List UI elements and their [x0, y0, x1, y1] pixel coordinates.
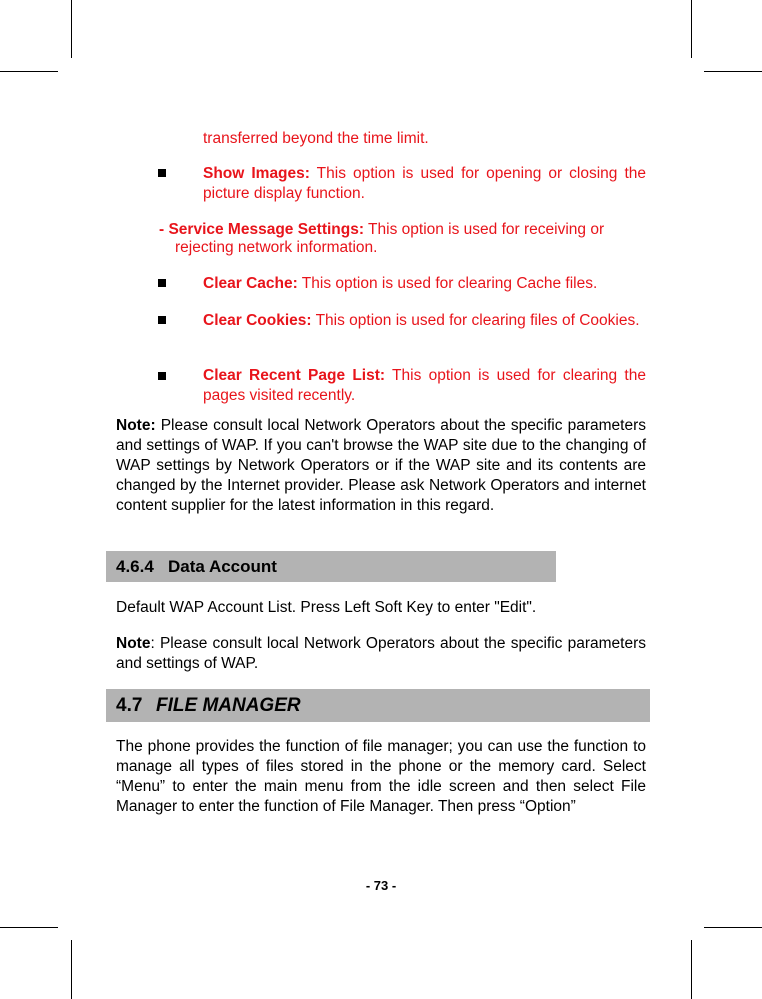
- bullet-clear-cookies: [203, 311, 646, 331]
- bullet-show-images: [203, 164, 646, 204]
- note-label: Note:: [116, 417, 156, 434]
- crop-mark: [691, 940, 692, 999]
- crop-mark: [0, 927, 58, 928]
- section-heading-file-manager: [106, 689, 650, 722]
- bullet-desc: This option is used for clearing Cache files.: [297, 275, 598, 292]
- bullet-desc: This option is used for clearing files of Cookies.: [311, 312, 640, 329]
- bullet-square-icon: [158, 169, 166, 177]
- note-text: Please consult local Network Operators about the specific parameters and settings of WAP. If you can't browse the WAP site due to the changing of WAP settings by Network Operators or if the WAP site and its contents are changed by the Internet provider. Please ask Network Operators and internet content supplier for the latest information in this regard.: [116, 417, 646, 514]
- service-desc: This option is used for receiving or: [364, 221, 605, 238]
- file-manager-body: The phone provides the function of file manager; you can use the function to manage all types of files stored in the phone or the memory card. Select “Menu” to enter the main menu from the idle screen and then select File Manager to enter the function of File Manager. Then press “Option”: [116, 738, 646, 815]
- note-text: : Please consult local Network Operators about the specific parameters and settings of WAP.: [116, 635, 646, 672]
- bullet-desc: This option is used for clearing the pages visited recently.: [203, 367, 646, 404]
- service-message-line: [159, 220, 646, 240]
- section-number: 4.6.4: [116, 557, 154, 576]
- page-number: - 73 -: [365, 878, 397, 893]
- bullet-square-icon: [158, 316, 166, 324]
- crop-mark: [704, 71, 762, 72]
- bullet-clear-recent-page-list: [203, 366, 646, 406]
- continued-line: transferred beyond the time limit.: [203, 130, 429, 147]
- section-title: FILE MANAGER: [156, 695, 301, 716]
- crop-mark: [704, 927, 762, 928]
- data-account-body: Default WAP Account List. Press Left Soft Key to enter "Edit".: [116, 599, 537, 616]
- bullet-label: Clear Cache:: [203, 275, 298, 292]
- bullet-label: Clear Recent Page List:: [203, 367, 386, 384]
- section-heading-data-account: [106, 551, 556, 582]
- note-label: Note: [116, 635, 151, 652]
- section-number: 4.7: [116, 695, 143, 716]
- section-title: Data Account: [168, 557, 277, 576]
- crop-mark: [691, 0, 692, 58]
- bullet-label: Show Images:: [203, 165, 310, 182]
- data-account-note: [116, 634, 646, 674]
- crop-mark: [71, 0, 72, 58]
- service-message-line2: rejecting network information.: [175, 239, 378, 256]
- service-label: - Service Message Settings:: [159, 221, 365, 238]
- bullet-label: Clear Cookies:: [203, 312, 312, 329]
- bullet-square-icon: [158, 279, 166, 287]
- bullet-clear-cache: [203, 274, 646, 294]
- note-paragraph: [116, 416, 646, 516]
- crop-mark: [0, 71, 58, 72]
- bullet-square-icon: [158, 372, 166, 380]
- bullet-desc: This option is used for opening or closing the picture display function.: [203, 165, 646, 202]
- crop-mark: [71, 940, 72, 999]
